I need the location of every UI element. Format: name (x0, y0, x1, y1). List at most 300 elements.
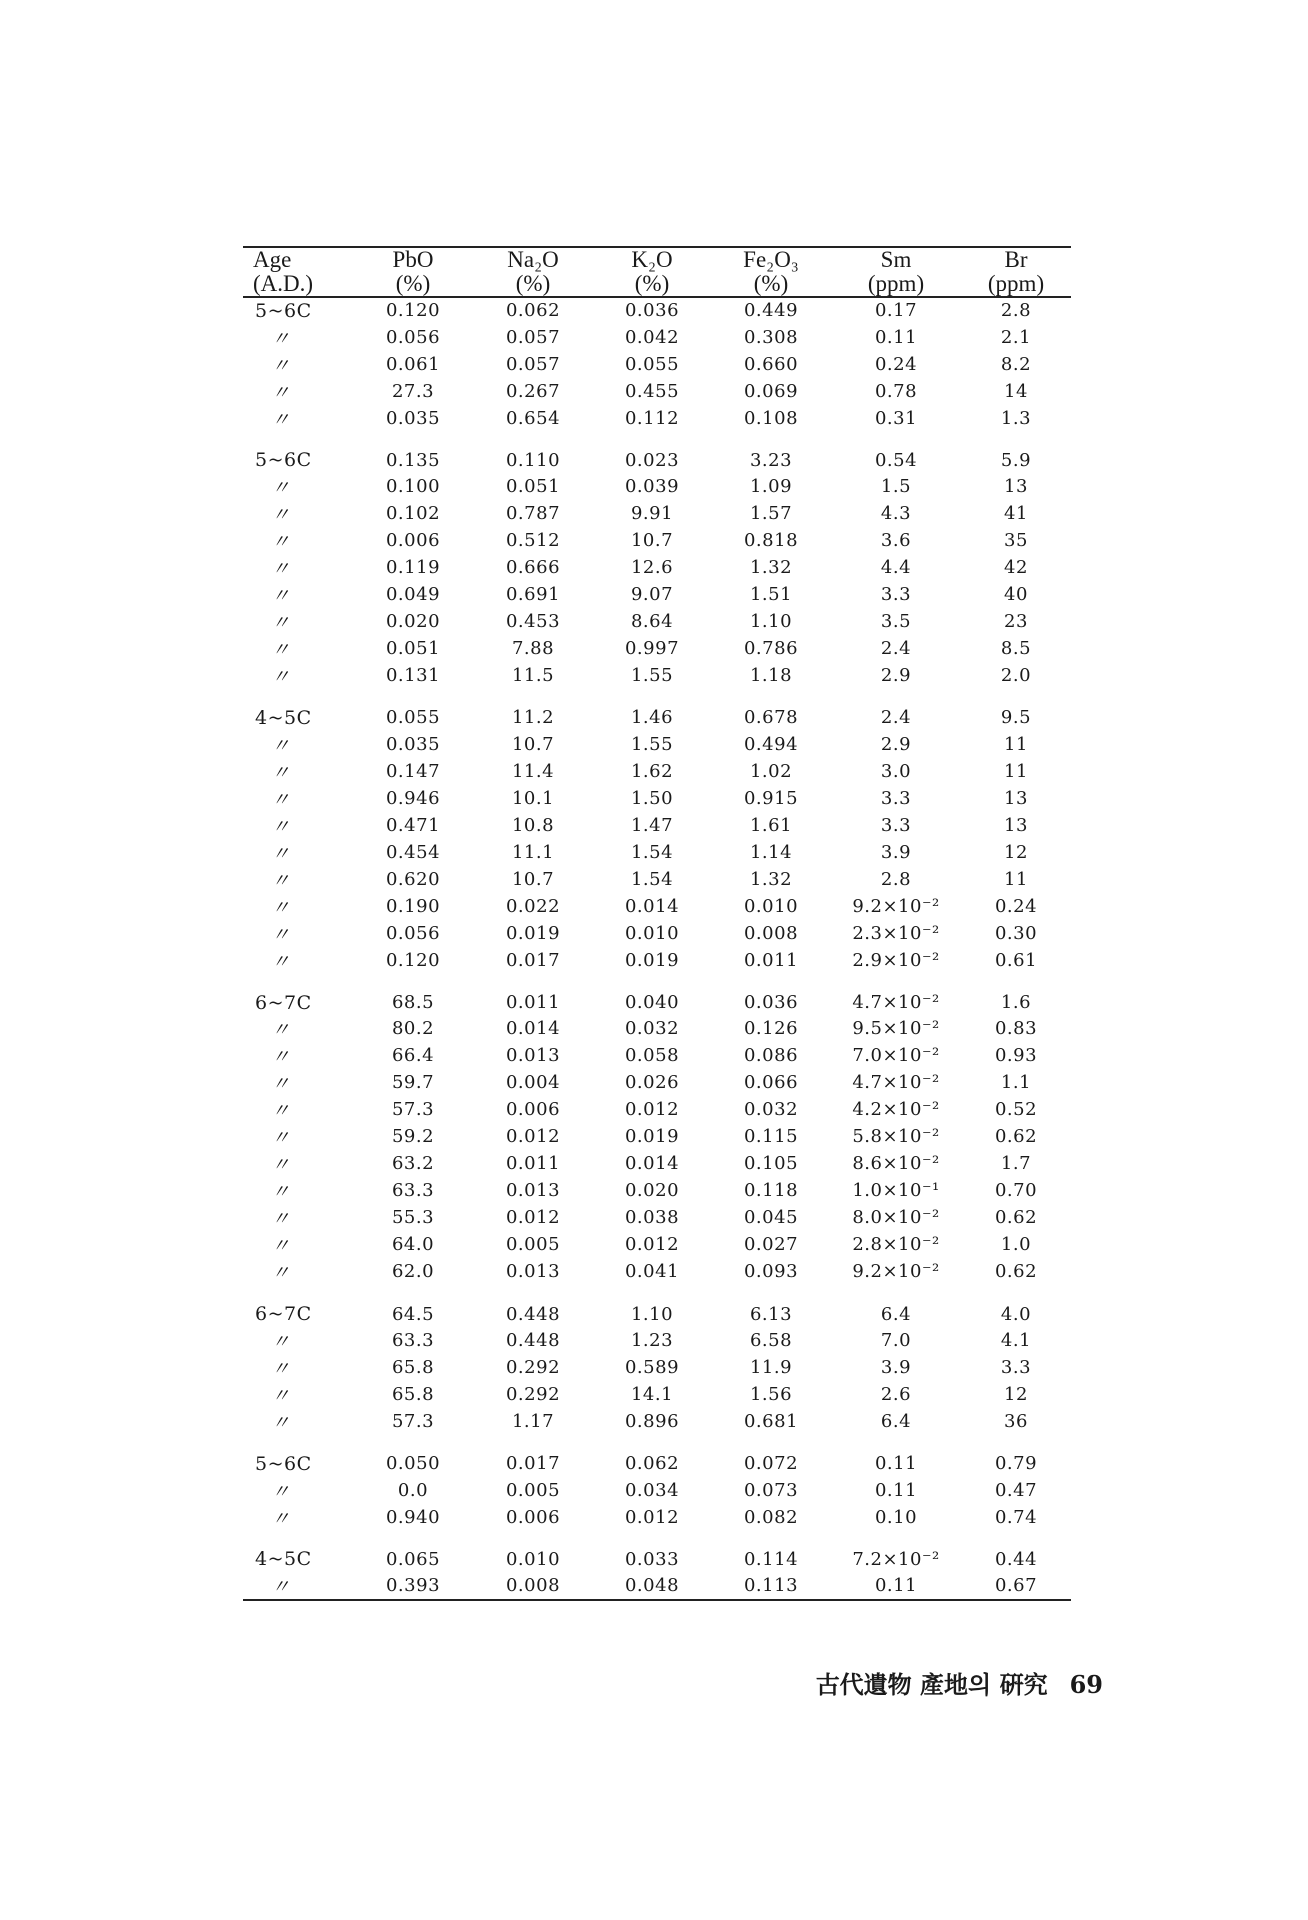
cell-age: 〃 (271, 1181, 291, 1204)
cell-pbo: 0.065 (385, 1548, 441, 1570)
cell-fe2o3: 0.093 (743, 1261, 799, 1283)
cell-na2o: 11.2 (511, 707, 555, 729)
table-row (243, 1177, 1071, 1204)
table-row (243, 705, 1071, 731)
cell-sm: 0.31 (874, 407, 918, 429)
cell-na2o: 10.7 (511, 868, 555, 890)
cell-k2o: 0.039 (624, 476, 680, 498)
cell-age: 〃 (271, 1046, 291, 1069)
cell-fe2o3: 0.036 (743, 992, 799, 1014)
cell-br: 2.0 (1000, 665, 1032, 687)
cell-sm: 8.6×10⁻² (852, 1153, 940, 1175)
cell-k2o: 1.50 (630, 787, 674, 809)
cell-k2o: 0.038 (624, 1207, 680, 1229)
cell-k2o: 9.91 (630, 503, 674, 525)
cell-pbo: 80.2 (391, 1018, 435, 1040)
table-row (243, 1547, 1071, 1573)
cell-pbo: 0.020 (385, 611, 441, 633)
cell-sm: 4.3 (880, 503, 912, 525)
cell-pbo: 0.056 (385, 326, 441, 348)
group-spacer-cell (243, 1435, 1071, 1451)
cell-na2o: 0.787 (505, 503, 561, 525)
cell-br: 11 (1004, 760, 1028, 782)
header-unit-row (243, 272, 1071, 297)
cell-sm: 3.5 (880, 611, 912, 633)
cell-na2o: 0.014 (505, 1018, 561, 1040)
cell-age: 〃 (271, 761, 291, 784)
cell-br: 0.67 (961, 1572, 1071, 1600)
cell-sm: 3.9 (880, 1356, 912, 1378)
cell-k2o: 0.042 (624, 326, 680, 348)
cell-age: 〃 (271, 1100, 291, 1123)
cell-age: 〃 (271, 612, 291, 635)
cell-fe2o3: 1.61 (749, 814, 793, 836)
cell-na2o: 0.448 (505, 1303, 561, 1325)
table-row (243, 554, 1071, 581)
cell-sm: 2.4 (880, 638, 912, 660)
cell-na2o: 0.012 (505, 1126, 561, 1148)
group-spacer-cell (243, 1531, 1071, 1547)
cell-k2o: 1.10 (630, 1303, 674, 1325)
cell-sm: 0.17 (874, 300, 918, 322)
cell-sm: 3.3 (880, 814, 912, 836)
cell-k2o: 1.54 (630, 841, 674, 863)
cell-pbo: 0.051 (385, 638, 441, 660)
table-row (243, 608, 1071, 635)
cell-sm: 4.4 (880, 557, 912, 579)
cell-fe2o3: 0.010 (743, 895, 799, 917)
cell-fe2o3: 3.23 (749, 449, 793, 471)
cell-fe2o3: 0.011 (743, 949, 799, 971)
cell-na2o: 11.4 (511, 760, 555, 782)
cell-age: 〃 (271, 788, 291, 811)
cell-k2o: 0.032 (624, 1018, 680, 1040)
cell-br: 5.9 (1000, 449, 1032, 471)
cell-na2o: 0.666 (505, 557, 561, 579)
cell-na2o: 0.017 (505, 949, 561, 971)
table-row (243, 351, 1071, 378)
header-na2o: Na₂O (473, 247, 593, 272)
cell-pbo: 0.620 (385, 868, 441, 890)
cell-age: 4~5C (255, 1548, 312, 1571)
cell-age: 〃 (271, 1384, 291, 1407)
cell-age: 〃 (271, 1357, 291, 1380)
cell-k2o: 0.896 (624, 1410, 680, 1432)
cell-k2o: 0.014 (624, 895, 680, 917)
cell-sm: 7.2×10⁻² (852, 1548, 940, 1570)
table-row (243, 1572, 1071, 1600)
cell-sm: 3.0 (880, 760, 912, 782)
table-row (243, 947, 1071, 974)
cell-br: 12 (1004, 1383, 1028, 1405)
group-spacer (243, 1285, 1071, 1301)
cell-age: 6~7C (255, 991, 312, 1014)
cell-fe2o3: 0.073 (743, 1479, 799, 1501)
cell-br: 0.93 (994, 1045, 1038, 1067)
cell-k2o: 1.55 (630, 733, 674, 755)
cell-pbo: 0.147 (385, 760, 441, 782)
table-row (243, 990, 1071, 1016)
cell-pbo: 68.5 (391, 992, 435, 1014)
group-spacer-cell (243, 689, 1071, 705)
cell-age: 〃 (271, 381, 291, 404)
cell-fe2o3: 0.786 (743, 638, 799, 660)
cell-age: 〃 (271, 558, 291, 581)
table-row (243, 920, 1071, 947)
cell-br: 40 (1004, 584, 1028, 606)
cell-br: 0.79 (994, 1453, 1038, 1475)
header-age: Age (243, 247, 353, 272)
header-na2o-unit: (%) (473, 272, 593, 297)
cell-na2o: 0.013 (505, 1261, 561, 1283)
table-row (243, 1381, 1071, 1408)
cell-br: 8.2 (1000, 353, 1032, 375)
cell-sm: 2.3×10⁻² (852, 922, 940, 944)
table-row (243, 527, 1071, 554)
cell-fe2o3: 1.57 (749, 503, 793, 525)
group-spacer (243, 1435, 1071, 1451)
cell-na2o: 0.057 (505, 353, 561, 375)
cell-k2o: 8.64 (630, 611, 674, 633)
cell-k2o: 14.1 (630, 1383, 674, 1405)
cell-br: 1.6 (1000, 992, 1032, 1014)
table-row (243, 1042, 1071, 1069)
cell-k2o: 0.041 (624, 1261, 680, 1283)
cell-na2o: 0.453 (505, 611, 561, 633)
cell-sm: 1.5 (880, 476, 912, 498)
cell-age: 〃 (271, 1262, 291, 1285)
cell-br: 0.62 (994, 1261, 1038, 1283)
cell-fe2o3: 1.51 (749, 584, 793, 606)
cell-pbo: 0.940 (385, 1506, 441, 1528)
cell-k2o: 0.012 (624, 1099, 680, 1121)
cell-na2o: 0.292 (505, 1356, 561, 1378)
cell-na2o: 0.051 (505, 476, 561, 498)
cell-age: 〃 (271, 585, 291, 608)
table-row (243, 785, 1071, 812)
cell-br: 0.83 (994, 1018, 1038, 1040)
cell-sm: 6.4 (880, 1303, 912, 1325)
cell-fe2o3: 1.09 (749, 476, 793, 498)
cell-k2o: 0.062 (624, 1453, 680, 1475)
cell-fe2o3: 0.915 (743, 787, 799, 809)
cell-age: 〃 (271, 1330, 291, 1353)
cell-sm: 0.54 (874, 449, 918, 471)
cell-na2o: 0.008 (473, 1572, 593, 1600)
cell-k2o: 0.020 (624, 1180, 680, 1202)
group-spacer-cell (243, 432, 1071, 448)
table-row (243, 839, 1071, 866)
cell-sm: 0.11 (831, 1572, 961, 1600)
cell-fe2o3: 0.105 (743, 1153, 799, 1175)
cell-na2o: 0.691 (505, 584, 561, 606)
cell-br: 0.74 (994, 1506, 1038, 1528)
cell-age: 〃 (271, 327, 291, 350)
cell-na2o: 0.006 (505, 1506, 561, 1528)
cell-na2o: 0.005 (505, 1234, 561, 1256)
table-row (243, 866, 1071, 893)
cell-pbo: 64.0 (391, 1234, 435, 1256)
table-row (243, 324, 1071, 351)
cell-sm: 3.6 (880, 530, 912, 552)
cell-k2o: 0.026 (624, 1072, 680, 1094)
cell-pbo: 62.0 (391, 1261, 435, 1283)
cell-age: 〃 (271, 896, 291, 919)
cell-br: 1.7 (1000, 1153, 1032, 1175)
cell-na2o: 0.062 (505, 300, 561, 322)
cell-sm: 0.11 (874, 326, 918, 348)
header-k2o-unit: (%) (593, 272, 711, 297)
cell-br: 0.70 (994, 1180, 1038, 1202)
cell-age: 〃 (271, 666, 291, 689)
cell-pbo: 0.035 (385, 407, 441, 429)
cell-pbo: 0.102 (385, 503, 441, 525)
cell-na2o: 1.17 (511, 1410, 555, 1432)
cell-fe2o3: 1.02 (749, 760, 793, 782)
header-k2o: K₂O (593, 247, 711, 272)
cell-fe2o3: 0.032 (743, 1099, 799, 1121)
cell-na2o: 0.006 (505, 1099, 561, 1121)
cell-sm: 8.0×10⁻² (852, 1207, 940, 1229)
cell-fe2o3: 0.449 (743, 300, 799, 322)
cell-sm: 2.8 (880, 868, 912, 890)
cell-k2o: 1.23 (630, 1329, 674, 1351)
cell-br: 11 (1004, 868, 1028, 890)
cell-age: 4~5C (255, 706, 312, 729)
table-row (243, 1451, 1071, 1477)
cell-na2o: 7.88 (511, 638, 555, 660)
group-spacer (243, 1531, 1071, 1547)
cell-pbo: 0.035 (385, 733, 441, 755)
table-row (243, 1069, 1071, 1096)
cell-age: 〃 (271, 477, 291, 500)
table-row (243, 500, 1071, 527)
cell-fe2o3: 0.086 (743, 1045, 799, 1067)
cell-age: 〃 (271, 1208, 291, 1231)
cell-na2o: 0.017 (505, 1453, 561, 1475)
cell-k2o: 0.040 (624, 992, 680, 1014)
cell-fe2o3: 1.18 (749, 665, 793, 687)
cell-age: 5~6C (255, 1452, 312, 1475)
cell-br: 13 (1004, 476, 1028, 498)
cell-k2o: 0.019 (624, 1126, 680, 1148)
cell-fe2o3: 1.10 (749, 611, 793, 633)
cell-age: 〃 (271, 815, 291, 838)
table-body (243, 297, 1071, 1600)
composition-table-container (243, 246, 1071, 1601)
cell-k2o: 0.014 (624, 1153, 680, 1175)
cell-sm: 2.4 (880, 707, 912, 729)
table-row (243, 1504, 1071, 1531)
cell-sm: 9.5×10⁻² (852, 1018, 940, 1040)
cell-sm: 3.9 (880, 841, 912, 863)
cell-br: 2.8 (1000, 300, 1032, 322)
cell-br: 0.30 (994, 922, 1038, 944)
cell-br: 12 (1004, 841, 1028, 863)
cell-pbo: 55.3 (391, 1207, 435, 1229)
cell-fe2o3: 0.308 (743, 326, 799, 348)
table-row (243, 1301, 1071, 1327)
cell-br: 14 (1004, 380, 1028, 402)
cell-pbo: 0.061 (385, 353, 441, 375)
cell-pbo: 59.2 (391, 1126, 435, 1148)
cell-k2o: 0.997 (624, 638, 680, 660)
cell-fe2o3: 0.681 (743, 1410, 799, 1432)
table-row (243, 1258, 1071, 1285)
group-spacer-cell (243, 974, 1071, 990)
cell-pbo: 0.050 (385, 1453, 441, 1475)
table-row (243, 1096, 1071, 1123)
cell-age: 〃 (271, 950, 291, 973)
cell-pbo: 0.454 (385, 841, 441, 863)
running-title: 古代遺物 產地의 硏究 (815, 1670, 1048, 1699)
cell-pbo: 64.5 (391, 1303, 435, 1325)
cell-age: 〃 (271, 1127, 291, 1150)
cell-fe2o3: 0.678 (743, 707, 799, 729)
cell-na2o: 11.5 (511, 665, 555, 687)
cell-fe2o3: 0.118 (743, 1180, 799, 1202)
cell-br: 36 (1004, 1410, 1028, 1432)
cell-pbo: 0.135 (385, 449, 441, 471)
cell-pbo: 63.2 (391, 1153, 435, 1175)
cell-na2o: 0.013 (505, 1045, 561, 1067)
table-row (243, 581, 1071, 608)
cell-pbo: 57.3 (391, 1410, 435, 1432)
cell-k2o: 1.46 (630, 707, 674, 729)
cell-age: 〃 (271, 1154, 291, 1177)
table-row (243, 1015, 1071, 1042)
cell-age: 〃 (271, 869, 291, 892)
cell-sm: 2.6 (880, 1383, 912, 1405)
cell-br: 0.47 (994, 1479, 1038, 1501)
cell-na2o: 0.004 (505, 1072, 561, 1094)
cell-sm: 0.11 (874, 1479, 918, 1501)
group-spacer (243, 432, 1071, 448)
cell-k2o: 1.47 (630, 814, 674, 836)
cell-na2o: 0.010 (505, 1548, 561, 1570)
cell-na2o: 0.019 (505, 922, 561, 944)
page-number: 69 (1069, 1670, 1103, 1699)
cell-fe2o3: 0.008 (743, 922, 799, 944)
cell-pbo: 63.3 (391, 1180, 435, 1202)
cell-pbo: 0.0 (397, 1479, 429, 1501)
cell-sm: 0.78 (874, 380, 918, 402)
cell-age: 〃 (271, 639, 291, 662)
cell-na2o: 0.448 (505, 1329, 561, 1351)
table-row (243, 893, 1071, 920)
cell-pbo: 66.4 (391, 1045, 435, 1067)
cell-k2o: 0.019 (624, 949, 680, 971)
table-row (243, 1231, 1071, 1258)
table-row (243, 473, 1071, 500)
cell-k2o: 0.058 (624, 1045, 680, 1067)
cell-age: 〃 (271, 1235, 291, 1258)
cell-fe2o3: 6.58 (749, 1329, 793, 1351)
cell-br: 8.5 (1000, 638, 1032, 660)
table-row (243, 378, 1071, 405)
cell-na2o: 10.1 (511, 787, 555, 809)
cell-na2o: 0.005 (505, 1479, 561, 1501)
cell-age: 〃 (271, 531, 291, 554)
cell-k2o: 0.023 (624, 449, 680, 471)
cell-br: 0.62 (994, 1207, 1038, 1229)
group-spacer (243, 974, 1071, 990)
cell-na2o: 0.012 (505, 1207, 561, 1229)
cell-age: 〃 (271, 734, 291, 757)
cell-na2o: 0.013 (505, 1180, 561, 1202)
cell-sm: 0.10 (874, 1506, 918, 1528)
cell-br: 3.3 (1000, 1356, 1032, 1378)
cell-fe2o3: 0.069 (743, 380, 799, 402)
table-row (243, 1408, 1071, 1435)
cell-sm: 2.9 (880, 733, 912, 755)
cell-k2o: 1.55 (630, 665, 674, 687)
table-row (243, 297, 1071, 324)
header-pbo-unit: (%) (353, 272, 473, 297)
cell-fe2o3: 0.066 (743, 1072, 799, 1094)
cell-sm: 0.24 (874, 353, 918, 375)
cell-age: 〃 (271, 408, 291, 431)
cell-br: 23 (1004, 611, 1028, 633)
cell-br: 2.1 (1000, 326, 1032, 348)
cell-pbo: 0.056 (385, 922, 441, 944)
table-row (243, 635, 1071, 662)
cell-fe2o3: 0.108 (743, 407, 799, 429)
cell-sm: 7.0 (880, 1329, 912, 1351)
cell-k2o: 0.034 (624, 1479, 680, 1501)
cell-br: 42 (1004, 557, 1028, 579)
cell-k2o: 0.012 (624, 1506, 680, 1528)
header-sm: Sm (831, 247, 961, 272)
cell-br: 35 (1004, 530, 1028, 552)
cell-fe2o3: 1.56 (749, 1383, 793, 1405)
cell-br: 0.44 (994, 1548, 1038, 1570)
cell-na2o: 0.022 (505, 895, 561, 917)
cell-br: 11 (1004, 733, 1028, 755)
header-br: Br (961, 247, 1071, 272)
cell-na2o: 10.8 (511, 814, 555, 836)
cell-age: 〃 (271, 1507, 291, 1530)
cell-pbo: 0.131 (385, 665, 441, 687)
cell-pbo: 63.3 (391, 1329, 435, 1351)
cell-pbo: 0.946 (385, 787, 441, 809)
cell-k2o: 0.589 (624, 1356, 680, 1378)
table-row (243, 448, 1071, 474)
cell-k2o: 1.54 (630, 868, 674, 890)
cell-fe2o3: 0.072 (743, 1453, 799, 1475)
cell-k2o: 1.62 (630, 760, 674, 782)
cell-sm: 1.0×10⁻¹ (852, 1180, 940, 1202)
cell-br: 0.52 (994, 1099, 1038, 1121)
cell-k2o: 12.6 (630, 557, 674, 579)
table-row (243, 1477, 1071, 1504)
cell-fe2o3: 0.494 (743, 733, 799, 755)
cell-age: 〃 (271, 923, 291, 946)
table-row (243, 812, 1071, 839)
cell-fe2o3: 0.027 (743, 1234, 799, 1256)
cell-fe2o3: 0.114 (743, 1548, 799, 1570)
group-spacer-cell (243, 1285, 1071, 1301)
cell-age: 〃 (243, 1572, 353, 1600)
cell-k2o: 0.455 (624, 380, 680, 402)
table-row (243, 1327, 1071, 1354)
cell-fe2o3: 0.113 (711, 1572, 831, 1600)
cell-br: 9.5 (1000, 707, 1032, 729)
cell-br: 4.1 (1000, 1329, 1032, 1351)
header-age-unit: (A.D.) (243, 272, 353, 297)
cell-pbo: 0.393 (353, 1572, 473, 1600)
cell-pbo: 59.7 (391, 1072, 435, 1094)
